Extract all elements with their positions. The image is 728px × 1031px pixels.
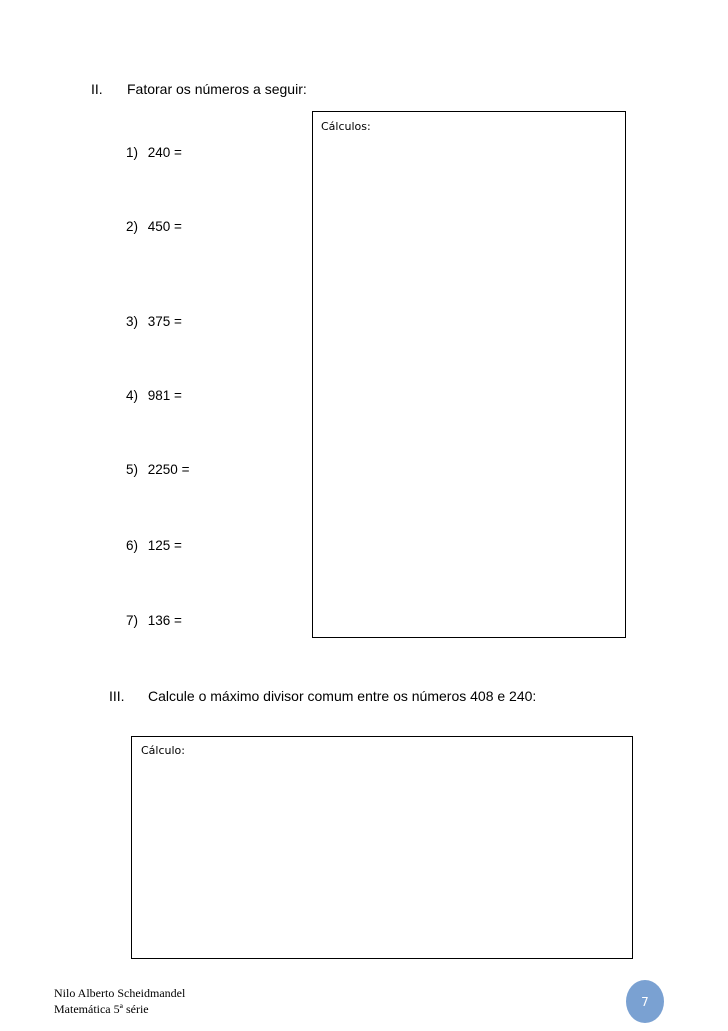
exercise-number: 1) xyxy=(126,145,139,160)
exercise-number: 7) xyxy=(126,613,139,628)
exercise-number: 4) xyxy=(126,388,139,403)
section-3-heading xyxy=(109,688,537,704)
exercise-item-6 xyxy=(126,538,182,553)
exercise-item-1 xyxy=(126,145,182,160)
calculation-box-label: Cálculo: xyxy=(141,744,185,757)
exercise-number: 5) xyxy=(126,462,139,477)
exercise-text: 2250 = xyxy=(147,462,190,477)
exercise-text: 375 = xyxy=(147,314,182,329)
exercise-text: 981 = xyxy=(147,388,182,403)
section-2-title: Fatorar os números a seguir: xyxy=(127,81,307,97)
exercise-item-7 xyxy=(126,613,182,628)
exercise-text: 136 = xyxy=(147,613,182,628)
exercise-item-4 xyxy=(126,388,182,403)
exercise-item-5 xyxy=(126,462,189,477)
calculations-box-label: Cálculos: xyxy=(321,120,371,133)
exercise-text: 450 = xyxy=(147,219,182,234)
footer-author: Nilo Alberto Scheidmandel xyxy=(54,986,186,1000)
calculations-box[interactable] xyxy=(312,111,626,638)
section-3-numeral: III. xyxy=(109,688,125,704)
exercise-item-3 xyxy=(126,314,182,329)
exercise-number: 2) xyxy=(126,219,139,234)
section-2-numeral: II. xyxy=(91,81,103,97)
exercise-text: 240 = xyxy=(147,145,182,160)
section-3-title: Calcule o máximo divisor comum entre os números 408 e 240: xyxy=(148,688,537,704)
exercise-number: 6) xyxy=(126,538,139,553)
exercise-text: 125 = xyxy=(147,538,182,553)
page-number: 7 xyxy=(641,994,649,1009)
exercise-number: 3) xyxy=(126,314,139,329)
page-number-badge xyxy=(626,980,664,1023)
section-2-heading xyxy=(91,81,307,97)
footer-subject: Matemática 5ª série xyxy=(54,1002,149,1016)
calculation-box[interactable] xyxy=(131,736,633,959)
exercise-item-2 xyxy=(126,219,182,234)
